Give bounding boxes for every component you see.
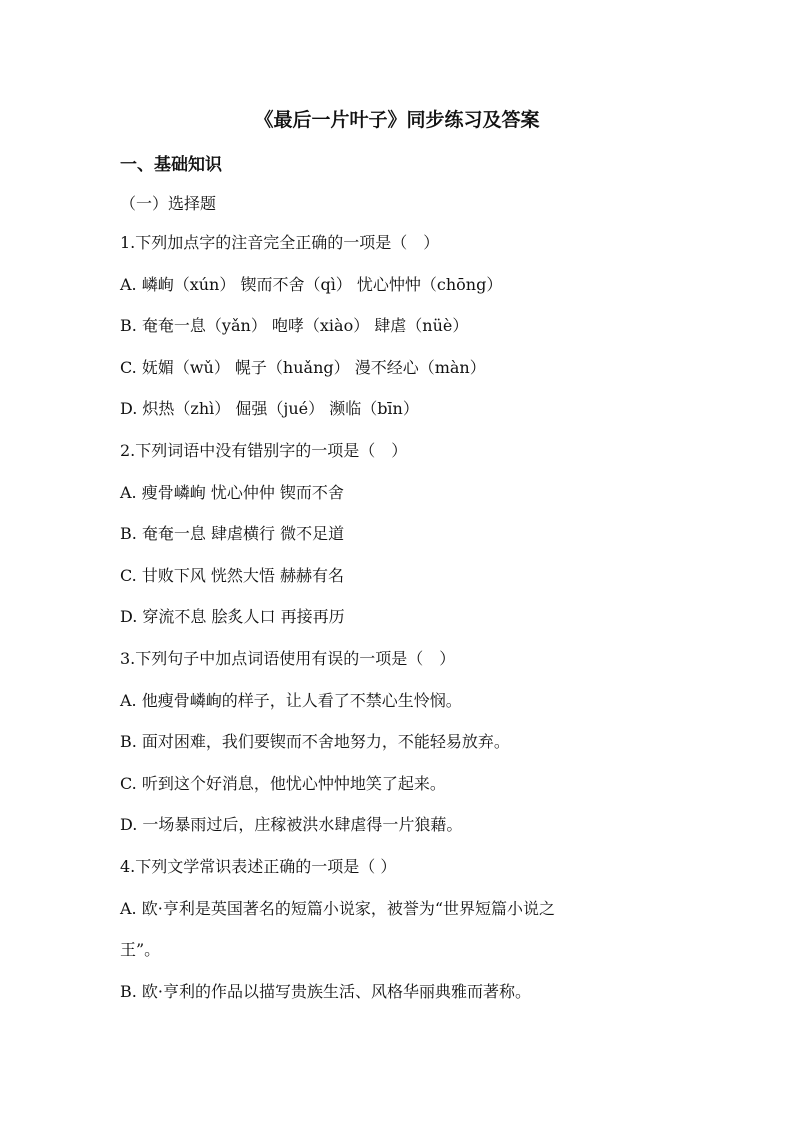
question-4-option-a-continued: 王”。 bbox=[120, 940, 161, 960]
page-title: 《最后一片叶子》同步练习及答案 bbox=[254, 109, 540, 131]
question-1-stem: 1.下列加点字的注音完全正确的一项是（ ） bbox=[120, 233, 440, 252]
question-3-option-d: D. 一场暴雨过后，庄稼被洪水肆虐得一片狼藉。 bbox=[120, 815, 463, 835]
question-3-stem: 3.下列句子中加点词语使用有误的一项是（ ） bbox=[120, 648, 456, 668]
question-4-option-a: A. 欧·亨利是英国著名的短篇小说家，被誉为“世界短篇小说之 bbox=[120, 898, 555, 918]
question-4-option-b: B. 欧·亨利的作品以描写贵族生活、风格华丽典雅而著称。 bbox=[120, 981, 532, 1001]
question-2-option-d: D. 穿流不息 脍炙人口 再接再历 bbox=[120, 607, 345, 627]
question-4-stem: 4.下列文学常识表述正确的一项是（ ） bbox=[120, 856, 397, 876]
question-2-option-c: C. 甘败下风 恍然大悟 赫赫有名 bbox=[120, 565, 345, 585]
question-1-option-b: B. 奄奄一息（yǎn） 咆哮（xiào） 肆虐（nüè） bbox=[120, 316, 469, 336]
question-2-stem: 2.下列词语中没有错别字的一项是（ ） bbox=[120, 440, 408, 460]
question-list bbox=[120, 231, 690, 1021]
question-1-option-a: A. 嶙峋（xún） 锲而不舍（qì） 忧心忡忡（chōng） bbox=[120, 274, 503, 294]
question-3-option-a: A. 他瘦骨嶙峋的样子，让人看了不禁心生怜悯。 bbox=[120, 690, 462, 710]
question-2-option-a: A. 瘦骨嶙峋 忧心仲仲 锲而不舍 bbox=[120, 482, 344, 502]
question-1-option-c: C. 妩媚（wǔ） 幌子（huǎng） 漫不经心（màn） bbox=[120, 357, 486, 377]
question-1-option-d: D. 炽热（zhì） 倔强（jué） 濒临（bīn） bbox=[120, 399, 419, 419]
question-3-option-c: C. 听到这个好消息，他忧心忡忡地笑了起来。 bbox=[120, 773, 446, 793]
section-heading: 一、基础知识 bbox=[120, 155, 222, 175]
subsection-heading: （一）选择题 bbox=[120, 194, 217, 213]
question-3-option-b: B. 面对困难，我们要锲而不舍地努力，不能轻易放弃。 bbox=[120, 732, 510, 752]
question-2-option-b: B. 奄奄一息 肆虐横行 微不足道 bbox=[120, 524, 345, 544]
